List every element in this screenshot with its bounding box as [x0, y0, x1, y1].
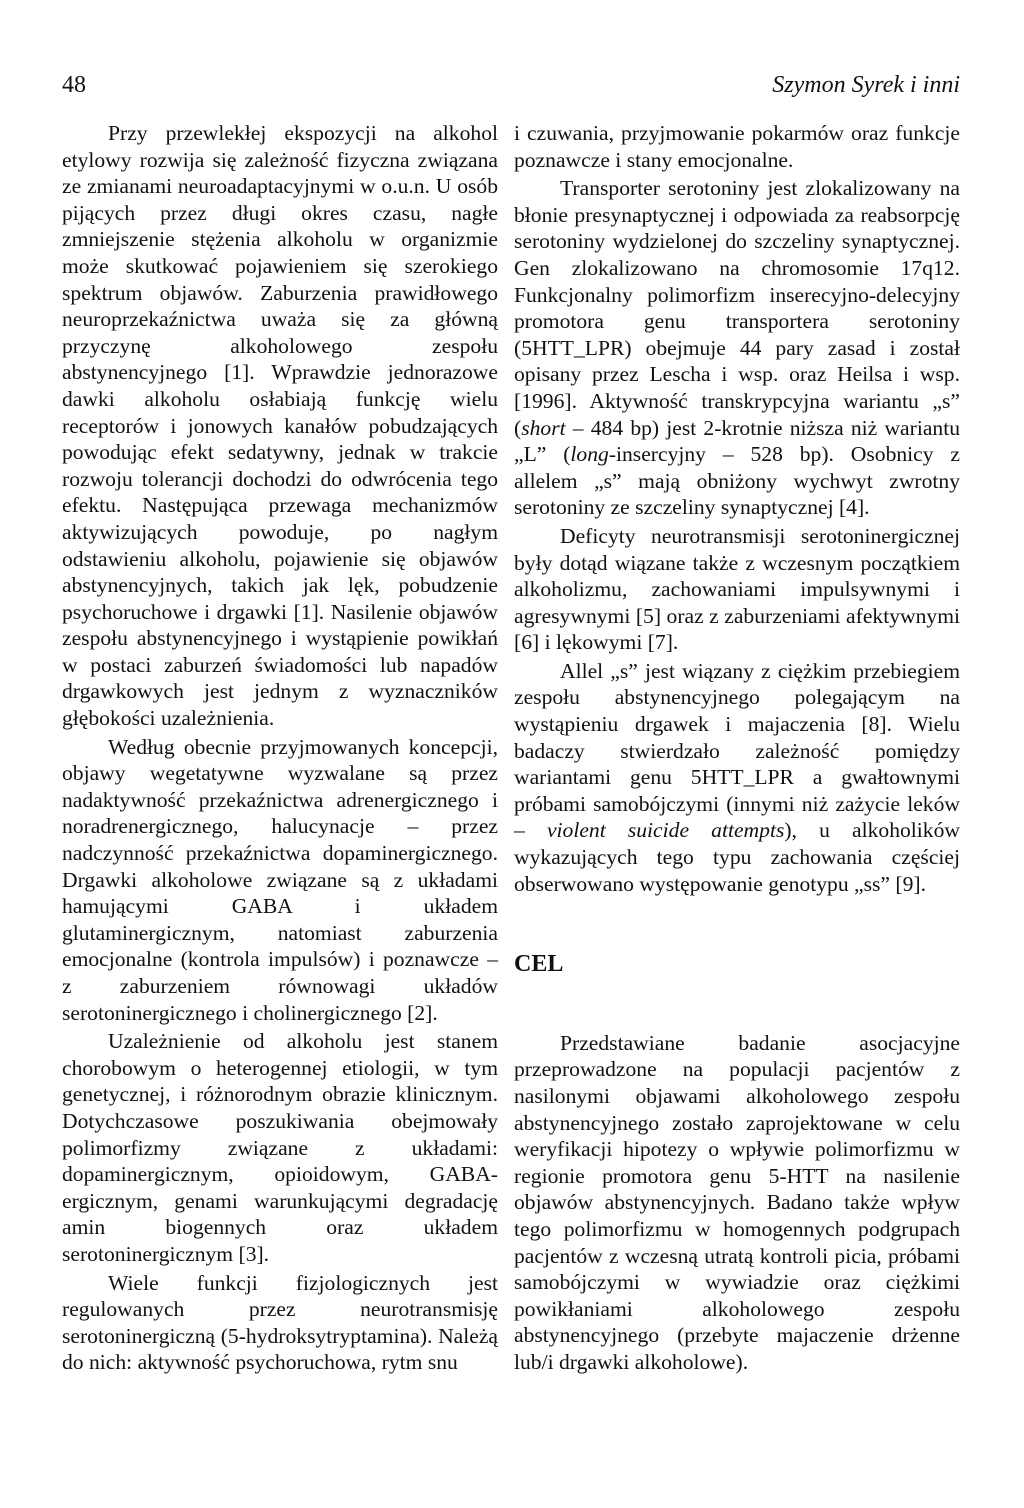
running-head: Szymon Syrek i inni	[772, 72, 960, 98]
body-paragraph: Przy przewlekłej ekspozycji na alkohol etylowy rozwija się zależność fizyczna związana ze zmianami neuroadaptacyjnymi w o.u.n. U osób pijących przez długi okres czasu, nagłe zmniejszenie stężenia alkoholu w organizmie może skutkować pojawieniem się szerokiego spektrum objawów. Zaburzenia prawidłowego neuroprzekaźnictwa uważa się za główną przyczynę alkoholowego zespołu abstynencyjnego [1]. Wprawdzie jednorazowe dawki alkoholu osłabiają funkcję wielu receptorów i jonowych kanałów pobudzających powodując efekt sedatywny, jednak w trakcie rozwoju tolerancji dochodzi do odwrócenia tego efektu. Następująca przewaga mechanizmów aktywizujących powoduje, po nagłym odstawieniu alkoholu, pojawienie się objawów abstynencyjnych, takich jak lęk, pobudzenie psychoruchowe i drgawki [1]. Nasilenie objawów zespołu abstynencyjnego i wystąpienie powikłań w postaci zaburzeń świadomości lub napadów drgawkowych jest jednym z wyznaczników głębokości uzależnienia.	[62, 121, 498, 731]
right-column	[514, 120, 960, 1376]
text-run: – 484 bp) jest 2-krotnie niższa niż wariantu „L” (	[514, 415, 960, 467]
body-paragraph-continuation: i czuwania, przyjmowanie pokarmów oraz funkcje poznawcze i stany emocjonalne.	[514, 121, 960, 172]
italic-term: violent suicide attempts	[546, 818, 785, 843]
body-paragraph: Uzależnienie od alkoholu jest stanem chorobowym o heterogennej etiologii, w tym genetycznej, i różnorodnym obrazie klinicznym. Dotychczasowe poszukiwania obejmowały polimorfizmy związane z układami: dopaminergicznym, opioidowym, GABA-ergicznym, genami warunkującymi degradację amin biogennych oraz układem serotoninergicznym [3].	[62, 1029, 498, 1266]
text-run: Transporter serotoniny jest zlokalizowany na błonie presynaptycznej i odpowiada za reabsorpcję serotoniny wydzielonej do szczeliny synaptycznej. Gen zlokalizowano na chromosomie 17q12. Funkcjonalny polimorfizm inserecyjno-delecyjny promotora genu transportera serotoniny (5HTT_LPR) obejmuje 44 pary zasad i został opisany przez Lescha i wsp. oraz Heilsa i wsp. [1996]. Aktywność transkrypcyjna wariantu „s” (	[514, 176, 960, 440]
text-run: Allel „s” jest wiązany z ciężkim przebiegiem zespołu abstynencyjnego polegającym na wystąpieniu drgawek i majaczenia [8]. Wielu badaczy stwierdzało zależność pomiędzy wariantami genu 5HTT_LPR a gwałtownymi próbami samobójczymi (innymi niż zażycie leków –	[514, 658, 960, 843]
body-paragraph: Przedstawiane badanie asocjacyjne przeprowadzone na populacji pacjentów z nasilonymi objawami alkoholowego zespołu abstynencyjnego zostało zaprojektowane w celu weryfikacji hipotezy o wpływie polimorfizmu w regionie promotora genu 5-HTT na nasilenie objawów abstynencyjnych. Badano także wpływ tego polimorfizmu w homogennych podgrupach pacjentów z wczesną utratą kontroli picia, próbami samobójczymi w wywiadzie oraz ciężkimi powikłaniami alkoholowego zespołu abstynencyjnego (przebyte majaczenie drżenne lub/i drgawki alkoholowe).	[514, 1030, 960, 1374]
text-run: -insercyjny – 528 bp). Osobnicy z allelem „s” mają obniżony wychwyt zwrotny serotoniny ze szczeliny synaptycznej [4].	[514, 442, 960, 520]
body-paragraph	[514, 175, 960, 521]
italic-term: long	[570, 442, 609, 467]
body-paragraph: Deficyty neurotransmisji serotoninergicznej były dotąd wiązane także z wczesnym początkiem alkoholizmu, zachowaniami impulsywnymi i agresywnymi [5] oraz z zaburzeniami afektywnymi [6] i lękowymi [7].	[514, 523, 960, 655]
page-header	[62, 72, 960, 102]
section-heading: CEL	[514, 951, 564, 978]
page-number: 48	[62, 72, 86, 98]
text-run: ), u alkoholików wykazujących tego typu zachowania częściej obserwowano występowanie genotypu „ss” [9].	[514, 818, 960, 896]
left-column	[62, 120, 498, 1376]
body-paragraph: Według obecnie przyjmowanych koncepcji, objawy wegetatywne wyzwalane są przez nadaktywność przekaźnictwa adrenergicznego i noradrenergicznego, halucynacje – przez nadczynność przekaźnictwa dopaminergicznego. Drgawki alkoholowe związane są z układami hamującymi GABA i układem glutaminergicznym, natomiast zaburzenia emocjonalne (kontrola impulsów) i poznawcze – z zaburzeniem równowagi układów serotoninergicznego i cholinergicznego [2].	[62, 734, 498, 1025]
italic-term: short	[521, 415, 566, 440]
body-paragraph: Wiele funkcji fizjologicznych jest regulowanych przez neurotransmisję serotoninergiczną (5-hydroksytryptamina). Należą do nich: aktywność psychoruchowa, rytm snu	[62, 1270, 498, 1375]
body-paragraph	[514, 658, 960, 897]
